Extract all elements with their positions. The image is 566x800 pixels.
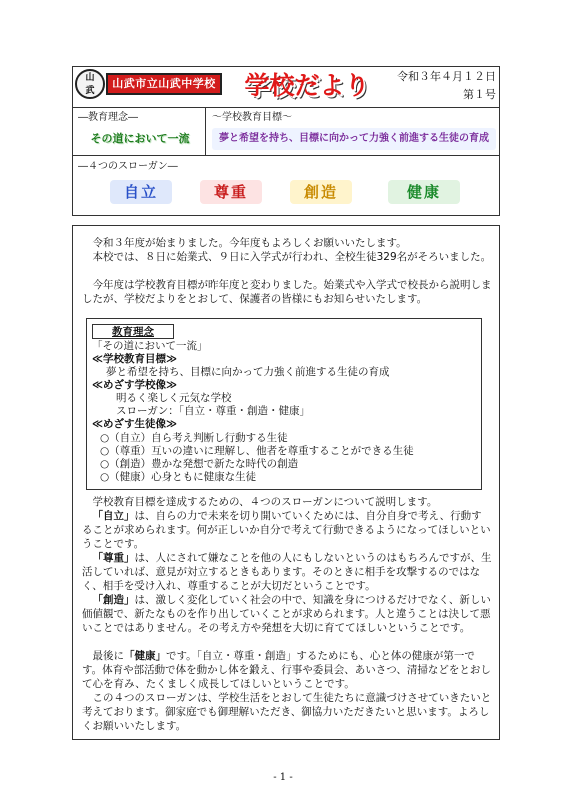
- box-student-item: ○（創造）豊かな発想で新たな時代の創造: [100, 458, 299, 470]
- box-label: 教育理念: [92, 324, 174, 339]
- slogan-sonchou: 尊重: [200, 180, 262, 204]
- explain-closing: この４つのスローガンは、学校生活をとおして生徒たちに意識づけさせていきたいと考えております。御家庭でも御理解いただき、御協力いただきたいと思います。よろしくお願いいたします。: [82, 692, 492, 732]
- slogan-label: ―４つのスローガン―: [78, 161, 178, 172]
- explain-jiritsu: [82, 509, 492, 551]
- explain-sonchou: [82, 551, 492, 593]
- box-student-item: ○（尊重）互いの違いに理解し、他者を尊重することができる生徒: [100, 445, 414, 457]
- box-goal: 夢と希望を持ち、目標に向かって力強く前進する生徒の育成: [106, 366, 390, 378]
- slogan-kenkou: 健康: [388, 180, 460, 204]
- divider: [72, 107, 500, 108]
- box-student-item: ○（健康）心身ともに健康な生徒: [100, 471, 257, 483]
- explain-intro: 学校教育目標を達成するための、４つのスローガンについて説明します。: [92, 496, 438, 508]
- goal-text: 夢と希望を持ち、目標に向かって力強く前進する生徒の育成: [212, 128, 496, 150]
- philosophy-text: その道において一流: [90, 132, 190, 145]
- explain-text: は、自らの力で未来を切り開いていくためには、自分自身で考え、行動することが求められます。何が正しいか自分で考えて行動できるようになってほしいということです。: [82, 510, 491, 550]
- explain-text: です。「自立・尊重・創造」するためにも、心と体の健康が第一です。体育や部活動で体を動かし体を鍛え、行事や委員会、あいさつ、清掃などをとおして心を育み、たくましく成長してほしいということです。: [82, 650, 491, 690]
- box-student-heading: ≪めざす生徒像≫: [92, 418, 177, 430]
- intro-paragraph: 令和３年度が始まりました。今年度もよろしくお願いいたします。: [92, 237, 407, 249]
- philosophy-label: ―教育理念―: [78, 112, 138, 123]
- keyword: 「創造」: [92, 594, 135, 606]
- goal-label: ～学校教育目標～: [212, 112, 292, 123]
- seal-char: 武: [85, 86, 95, 96]
- keyword: 「尊重」: [92, 552, 135, 564]
- explain-text: は、人にされて嫌なことを他の人にもしないというのはもちろんですが、生活していれば、意見が対立するときもあります。そのときに相手を攻撃するのではなく、相手を受け入れ、尊重することが大切だということです。: [82, 552, 492, 592]
- box-school-line: 明るく楽しく元気な学校: [116, 392, 232, 404]
- school-name: 山武市立山武中学校: [106, 73, 222, 95]
- issue-number: 第１号: [463, 88, 496, 101]
- divider: [205, 107, 206, 155]
- box-student-item: ○（自立）自ら考え判断し行動する生徒: [100, 432, 288, 444]
- explain-souzou: [82, 593, 492, 635]
- slogan-souzou: 創造: [290, 180, 352, 204]
- intro-paragraph: 今年度は学校教育目標が昨年度と変わりました。始業式や入学式で校長から説明しましたが、学校だよりをとおして、保護者の皆様にもお知らせいたします。: [82, 279, 492, 305]
- box-school-line: スローガン：「自立・尊重・創造・健康」: [116, 405, 311, 417]
- explain-text: 最後に: [92, 650, 124, 662]
- issue-date: 令和３年４月１２日: [397, 70, 496, 83]
- page-number: - 1 -: [273, 772, 293, 783]
- newsletter-title: 学校だより: [244, 71, 370, 100]
- box-goal-heading: ≪学校教育目標≫: [92, 353, 177, 365]
- intro-paragraph: 本校では、８日に始業式、９日に入学式が行われ、全校生徒329名がそろいました。: [92, 251, 492, 263]
- slogan-jiritsu: 自立: [110, 180, 172, 204]
- box-school-heading: ≪めざす学校像≫: [92, 379, 177, 391]
- seal-char: 山: [85, 73, 95, 83]
- explain-text: は、激しく変化していく社会の中で、知識を身につけるだけでなく、新しい価値観で、新たなものを作り出していくことが求められます。人と違うことは決して悪いことではありません。その考え方や発想を大切に育ててほしいということです。: [82, 594, 491, 634]
- keyword: 「健康」: [124, 650, 166, 662]
- school-seal: [75, 69, 105, 99]
- keyword: 「自立」: [92, 510, 135, 522]
- divider: [72, 155, 500, 156]
- box-philosophy: 「その道において一流」: [92, 340, 208, 352]
- explain-kenkou: [82, 649, 492, 691]
